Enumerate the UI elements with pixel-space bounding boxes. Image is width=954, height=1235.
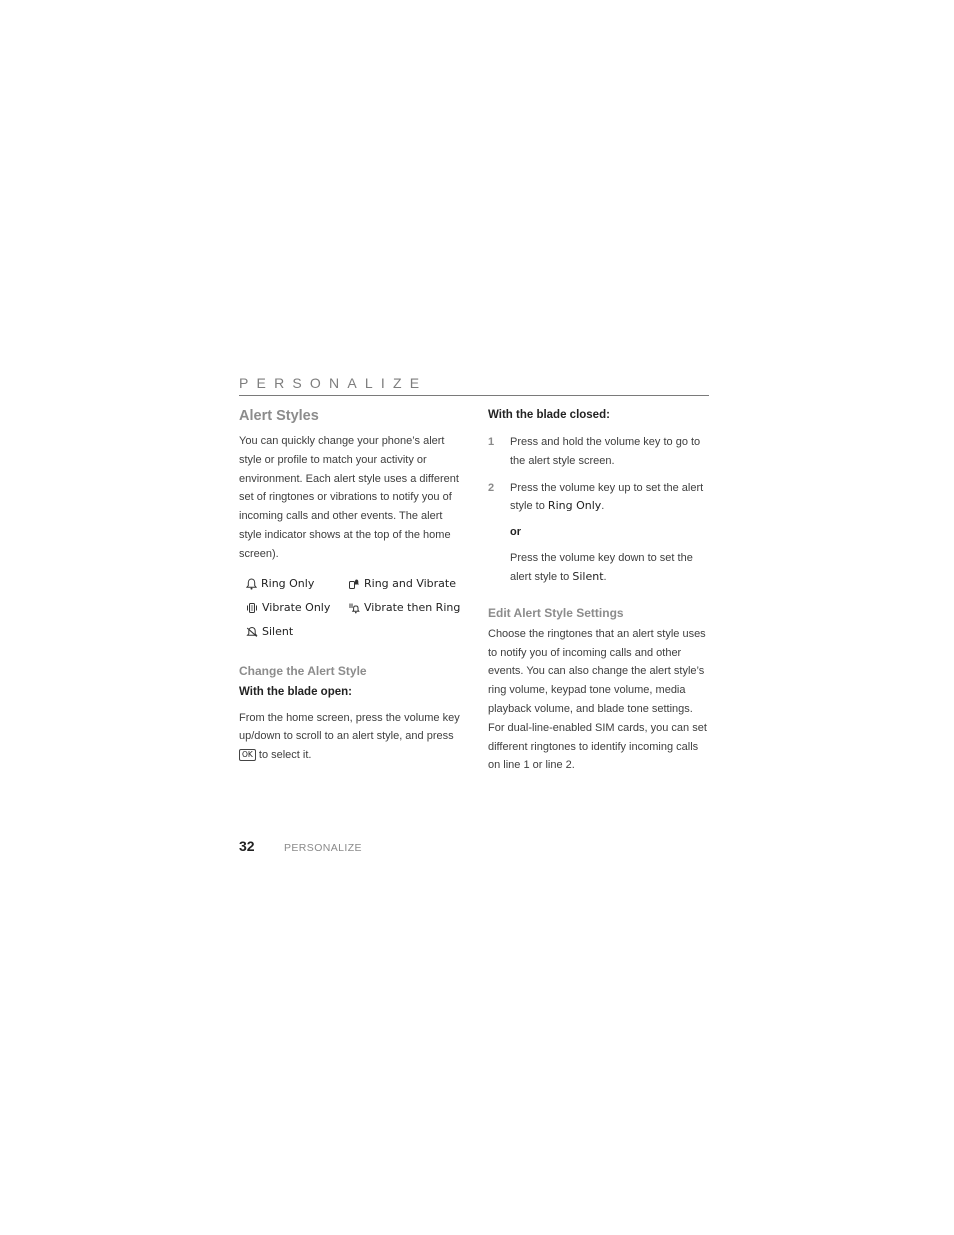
vibrate-then-ring-icon xyxy=(348,602,360,614)
page-footer xyxy=(239,838,362,854)
section-header-label: PERSONALIZE xyxy=(239,375,428,391)
alert-style-list xyxy=(239,575,461,641)
step-2 xyxy=(488,479,710,587)
alert-style-vibrate-then-ring xyxy=(341,599,461,617)
bell-icon xyxy=(246,578,257,590)
ring-and-vibrate-icon xyxy=(348,578,360,590)
alert-style-label: Ring and Vibrate xyxy=(364,576,457,590)
right-column xyxy=(488,404,710,775)
step-1 xyxy=(488,433,710,471)
step-number: 1 xyxy=(488,436,495,448)
ok-key-icon: OK xyxy=(239,749,256,761)
alert-style-ring-and-vibrate xyxy=(341,575,461,593)
alternate-text-part: Press the volume key down to set the alert style to xyxy=(510,552,693,583)
edit-alert-style-title: Edit Alert Style Settings xyxy=(488,605,624,620)
section-header xyxy=(239,374,709,396)
blade-open-text-end: to select it. xyxy=(258,749,312,762)
blade-open-label: With the blade open: xyxy=(239,685,352,698)
alternate-text-period: . xyxy=(603,570,607,583)
step-text-period: . xyxy=(601,500,605,513)
change-alert-style-title: Change the Alert Style xyxy=(239,663,367,678)
blade-open-text: From the home screen, press the volume key up/down to scroll to an alert style, and press xyxy=(239,711,460,743)
alert-style-label: Ring Only xyxy=(261,576,315,590)
silent-term: Silent xyxy=(572,569,604,583)
edit-alert-style-text: Choose the ringtones that an alert style uses to notify you of incoming calls and other events. You can also change the alert style’s ring volume, keypad tone volume, media playback volume, and blade tone settings. For dual-line-enabled SIM cards, you can set different ringtones to identify incoming calls on line 1 or line 2. xyxy=(488,627,707,772)
blade-open-instructions xyxy=(239,709,461,765)
silent-icon xyxy=(246,626,258,638)
ring-only-term: Ring Only xyxy=(547,499,602,513)
alert-style-label: Vibrate then Ring xyxy=(364,600,461,614)
step-text: Press and hold the volume key to go to the alert style screen. xyxy=(510,436,701,467)
or-label: or xyxy=(510,526,521,539)
alert-styles-title: Alert Styles xyxy=(239,408,319,424)
step-text-part: Press the volume key up to set the alert style to xyxy=(510,481,704,513)
alert-style-label: Silent xyxy=(262,624,294,638)
step-text xyxy=(510,479,710,517)
alert-style-label: Vibrate Only xyxy=(262,600,331,614)
alert-style-ring-only xyxy=(239,575,341,593)
left-column xyxy=(239,404,461,765)
alternate-text xyxy=(510,549,710,587)
blade-closed-label: With the blade closed: xyxy=(488,409,610,421)
alert-style-vibrate-only xyxy=(239,599,341,617)
vibrate-icon xyxy=(246,602,258,614)
blade-closed-steps xyxy=(488,433,710,587)
page-number: 32 xyxy=(239,838,255,854)
alert-style-silent xyxy=(239,623,341,641)
alert-styles-intro: You can quickly change your phone’s alert style or profile to match your activity or environment. Each alert style uses a different set of ringtones or vibrations to notify you of incoming calls and other events. The alert style indicator shows at the top of the home screen). xyxy=(239,435,459,560)
footer-section-label: PERSONALIZE xyxy=(284,842,362,854)
step-number: 2 xyxy=(488,481,495,494)
